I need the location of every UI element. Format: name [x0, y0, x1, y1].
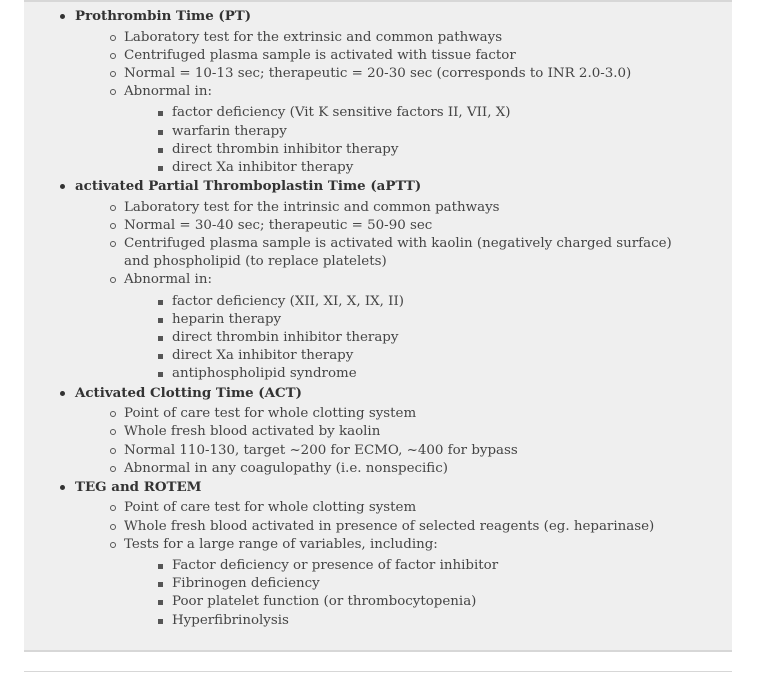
list-item: direct thrombin inhibitor therapy: [172, 329, 732, 347]
list-item: factor deficiency (Vit K sensitive factors II, VII, X): [172, 104, 732, 122]
section-heading: TEG and ROTEM: [75, 478, 202, 495]
list-item: [124, 83, 732, 177]
list-item: Point of care test for whole clotting system: [124, 405, 732, 423]
list-item: direct thrombin inhibitor therapy: [172, 141, 732, 159]
list-item-act: [75, 384, 732, 478]
list-item: warfarin therapy: [172, 123, 732, 141]
list-item: factor deficiency (XII, XI, X, IX, II): [172, 293, 732, 311]
sublist: [75, 405, 732, 478]
list-item: Centrifuged plasma sample is activated with kaolin (negatively charged surface) and phospholipid (to replace platelets): [124, 235, 684, 271]
list-item-teg-rotem: [75, 478, 732, 630]
list-item: Whole fresh blood activated by kaolin: [124, 423, 732, 441]
list-item: Centrifuged plasma sample is activated with tissue factor: [124, 47, 732, 65]
section-heading: Activated Clotting Time (ACT): [75, 384, 302, 401]
list-item: heparin therapy: [172, 311, 732, 329]
list-item: Normal 110-130, target ~200 for ECMO, ~400 for bypass: [124, 442, 732, 460]
list-item-text: Abnormal in:: [124, 272, 212, 288]
list-item: Normal = 10-13 sec; therapeutic = 20-30 sec (corresponds to INR 2.0-3.0): [124, 65, 732, 83]
sublist: [75, 199, 732, 384]
coagulation-tests-list: [24, 7, 732, 630]
list-item: direct Xa inhibitor therapy: [172, 347, 732, 365]
list-item: Poor platelet function (or thrombocytopenia): [172, 593, 732, 611]
nested-sublist: [124, 293, 732, 384]
list-item-text: Tests for a large range of variables, including:: [124, 536, 438, 552]
list-item: Normal = 30-40 sec; therapeutic = 50-90 sec: [124, 217, 732, 235]
section-heading: activated Partial Thromboplastin Time (aPTT): [75, 178, 422, 195]
section-heading: Prothrombin Time (PT): [75, 8, 252, 24]
list-item: Factor deficiency or presence of factor inhibitor: [172, 557, 732, 575]
list-item: [124, 271, 732, 383]
sublist: [75, 29, 732, 178]
content-panel: [24, 0, 732, 652]
nested-sublist: [124, 104, 732, 177]
list-item-text: Abnormal in:: [124, 84, 212, 100]
divider: [24, 671, 732, 672]
list-item-aptt: [75, 177, 732, 384]
nested-sublist: [124, 557, 732, 630]
list-item-pt: [75, 7, 732, 177]
list-item: Whole fresh blood activated in presence of selected reagents (eg. heparinase): [124, 518, 732, 536]
list-item: Abnormal in any coagulopathy (i.e. nonspecific): [124, 460, 732, 478]
sublist: [75, 499, 732, 629]
list-item: Hyperfibrinolysis: [172, 612, 732, 630]
list-item: antiphospholipid syndrome: [172, 365, 732, 383]
list-item: Laboratory test for the intrinsic and common pathways: [124, 199, 732, 217]
list-item: Laboratory test for the extrinsic and common pathways: [124, 29, 732, 47]
list-item: [124, 536, 732, 630]
list-item: Point of care test for whole clotting system: [124, 499, 732, 517]
list-item: Fibrinogen deficiency: [172, 575, 732, 593]
list-item: direct Xa inhibitor therapy: [172, 159, 732, 177]
